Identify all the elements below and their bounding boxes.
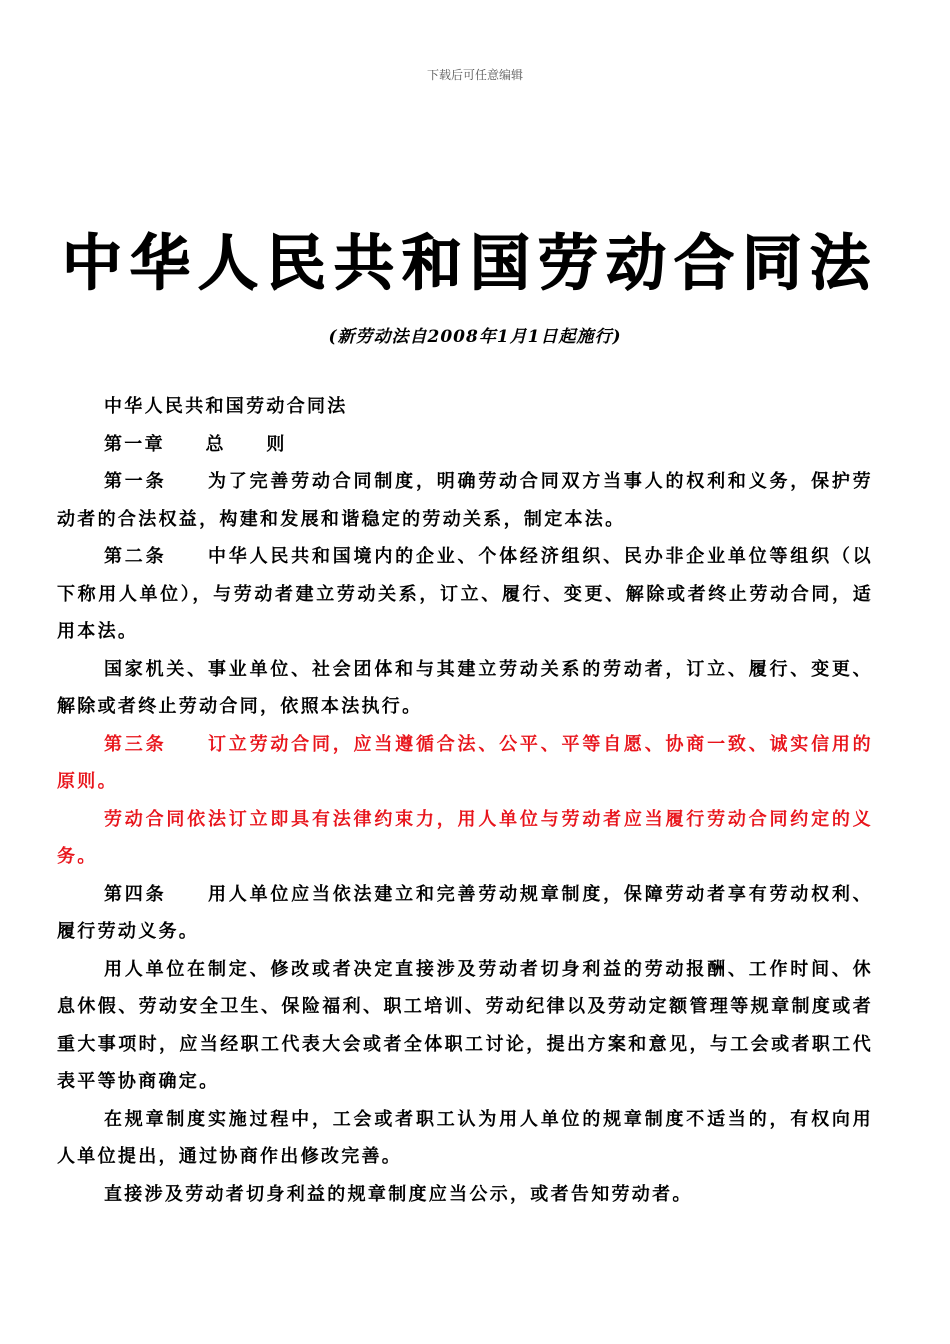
paragraph-chapter-1-heading: 第一章 总 则 [104, 433, 287, 455]
paragraph-law-name: 中华人民共和国劳动合同法 [104, 396, 348, 417]
paragraph-article-3: 第三条 订立劳动合同，应当遵循合法、公平、平等自愿、协商一致、诚实信用的原则。 [57, 733, 873, 792]
paragraph-article-4-cont-1: 用人单位在制定、修改或者决定直接涉及劳动者切身利益的劳动报酬、工作时间、休息休假、劳动安全卫生、保险福利、职工培训、劳动纪律以及劳动定额管理等规章制度或者重大事项时，应当经职工代表大会或者全体职工讨论，提出方案和意见，与工会或者职工代表平等协商确定。 [57, 958, 873, 1092]
document-subtitle: (新劳动法自2008年1月1日起施行) [328, 327, 622, 347]
document-title: 中华人民共和国劳动合同法 [62, 229, 878, 299]
header-note: 下载后可任意编辑 [426, 68, 523, 82]
paragraph-article-2: 第二条 中华人民共和国境内的企业、个体经济组织、民办非企业单位等组织（以下称用人单位），与劳动者建立劳动关系，订立、履行、变更、解除或者终止劳动合同，适用本法。 [57, 546, 873, 642]
paragraph-article-4-cont-3: 直接涉及劳动者切身利益的规章制度应当公示，或者告知劳动者。 [104, 1183, 693, 1205]
paragraph-article-1: 第一条 为了完善劳动合同制度，明确劳动合同双方当事人的权利和义务，保护劳动者的合法权益，构建和发展和谐稳定的劳动关系，制定本法。 [57, 471, 873, 530]
document-body [57, 388, 873, 1213]
paragraph-article-3-cont: 劳动合同依法订立即具有法律约束力，用人单位与劳动者应当履行劳动合同约定的义务。 [57, 808, 873, 867]
paragraph-article-2-cont: 国家机关、事业单位、社会团体和与其建立劳动关系的劳动者，订立、履行、变更、解除或者终止劳动合同，依照本法执行。 [57, 658, 873, 717]
paragraph-article-4: 第四条 用人单位应当依法建立和完善劳动规章制度，保障劳动者享有劳动权利、履行劳动义务。 [57, 883, 873, 942]
paragraph-article-4-cont-2: 在规章制度实施过程中，工会或者职工认为用人单位的规章制度不适当的，有权向用人单位提出，通过协商作出修改完善。 [57, 1108, 873, 1167]
